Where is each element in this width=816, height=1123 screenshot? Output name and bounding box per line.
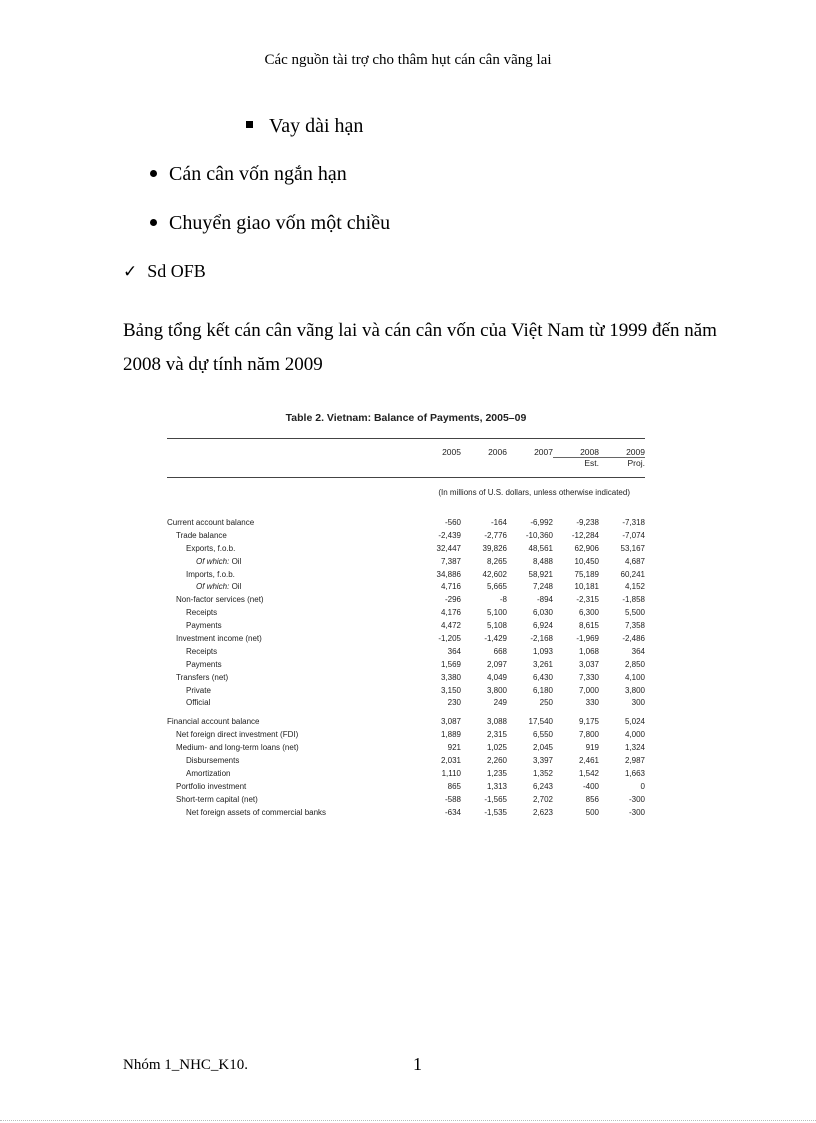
bullet-item-short-term-capital: [150, 162, 347, 186]
cell-2009: 2,987: [624, 756, 645, 766]
cell-2005: 1,110: [441, 768, 461, 778]
table-row: [167, 633, 645, 646]
row-label-text: Transfers (net): [176, 672, 229, 682]
cell-2008: 500: [585, 807, 599, 817]
cell-2009: 364: [631, 646, 645, 656]
cell-2006: 3,088: [486, 717, 507, 727]
table-row: [167, 581, 645, 594]
cell-2006: 1,235: [486, 768, 507, 778]
table-top-rule: [167, 438, 645, 439]
row-label-text: Financial account balance: [167, 717, 260, 727]
cell-2005: 3,150: [440, 685, 461, 695]
row-label-text: Imports, f.o.b.: [186, 569, 235, 579]
cell-2007: -6,992: [530, 518, 553, 527]
cell-2005: 1,569: [440, 659, 461, 669]
row-label-text: Non-factor services (net): [176, 595, 264, 605]
cell-2007: 6,550: [532, 730, 553, 740]
cell-2009: 4,000: [624, 730, 645, 740]
checkmark-icon: ✓: [123, 262, 138, 282]
table-row: [167, 517, 645, 530]
bullet-item-transfers: [150, 211, 390, 235]
cell-2005: -296: [444, 595, 461, 605]
round-bullet-icon: [150, 170, 157, 177]
row-label-text: Net foreign direct investment (FDI): [176, 730, 299, 740]
page-header: Các nguồn tài trợ cho thâm hụt cán cân vãng lai: [264, 52, 552, 68]
row-label-text: Portfolio investment: [176, 781, 247, 791]
row-label: [167, 742, 415, 755]
year-col-2007: 2007: [534, 447, 553, 457]
row-label: [167, 768, 415, 781]
row-label-text: Net foreign assets of commercial banks: [186, 807, 327, 817]
cell-2005: 3,380: [440, 672, 461, 682]
cell-2005: 1,889: [440, 730, 461, 740]
year-col-2008: 2008 Est.: [553, 447, 599, 477]
cell-2009: 1,663: [624, 768, 645, 778]
row-label-text: Current account balance: [167, 518, 255, 527]
cell-2008: 62,906: [574, 543, 599, 553]
table-row: [167, 620, 645, 633]
cell-2005: -2,439: [438, 530, 461, 540]
cell-2006: -2,776: [484, 530, 507, 540]
balance-of-payments-table: [167, 412, 645, 819]
cell-2007: 3,261: [532, 659, 553, 669]
row-label: [167, 543, 415, 556]
cell-2006: 8,265: [486, 556, 507, 566]
row-label-text: Oil: [231, 582, 242, 592]
cell-2006: 42,602: [482, 569, 507, 579]
cell-2009: 60,241: [620, 569, 645, 579]
cell-2009: -1,858: [622, 595, 645, 605]
cell-2006: 249: [493, 698, 507, 708]
cell-2006: 2,097: [486, 659, 507, 669]
cell-2009: 7,358: [624, 621, 645, 631]
bullet-item-long-term-loans: [246, 114, 363, 138]
bullet-text: Cán cân vốn ngắn hạn: [169, 163, 347, 185]
row-label: [167, 729, 415, 742]
row-label-text: Receipts: [186, 646, 218, 656]
cell-2009: 0: [640, 781, 645, 791]
cell-2008: 6,300: [578, 608, 599, 618]
row-label: [167, 517, 415, 530]
cell-2006: 668: [493, 646, 507, 656]
cell-2007: 6,180: [532, 685, 553, 695]
cell-2007: 2,045: [532, 743, 553, 753]
row-label-text: Private: [186, 685, 211, 695]
row-label-prefix: Of which:: [196, 556, 230, 566]
row-label-text: Disbursements: [186, 756, 240, 766]
table-row: [167, 807, 645, 820]
table-row: [167, 729, 645, 742]
cell-2008: -1,969: [576, 634, 599, 644]
cell-2006: 5,108: [486, 621, 507, 631]
round-bullet-icon: [150, 219, 157, 226]
row-label: [167, 594, 415, 607]
cell-2008: 3,037: [578, 659, 599, 669]
cell-2005: -560: [444, 518, 461, 527]
row-label: [167, 781, 415, 794]
intro-paragraph: Bảng tổng kết cán cân vãng lai và cán cân vốn của Việt Nam từ 1999 đến năm 2008 và dự tính năm 2009: [123, 320, 717, 375]
row-label-text: Receipts: [186, 608, 218, 618]
table-row: [167, 742, 645, 755]
cell-2008: -9,238: [576, 518, 599, 527]
cell-2009: 4,687: [624, 556, 645, 566]
row-label: [167, 581, 415, 594]
cell-2008: 10,181: [574, 582, 599, 592]
bullet-item-ofb: [123, 259, 206, 284]
table-units-note: (In millions of U.S. dollars, unless otherwise indicated): [438, 488, 630, 497]
cell-2007: -894: [536, 595, 553, 605]
cell-2008: 9,175: [578, 717, 599, 727]
cell-2006: 3,800: [486, 685, 507, 695]
row-label: [167, 807, 415, 820]
cell-2008: 7,800: [578, 730, 599, 740]
row-label: [167, 794, 415, 807]
cell-2009: 4,152: [624, 582, 645, 592]
cell-2005: 2,031: [440, 756, 461, 766]
cell-2007: 8,488: [532, 556, 553, 566]
table-row: [167, 543, 645, 556]
cell-2007: 2,702: [532, 794, 553, 804]
cell-2007: -2,168: [530, 634, 553, 644]
cell-2006: -164: [490, 518, 507, 527]
row-label-text: Short-term capital (net): [176, 794, 258, 804]
row-label-text: Payments: [186, 659, 222, 669]
cell-2006: 1,313: [486, 781, 507, 791]
table-row: [167, 556, 645, 569]
cell-2009: 53,167: [620, 543, 645, 553]
cell-2009: 4,100: [624, 672, 645, 682]
cell-2009: 3,800: [624, 685, 645, 695]
cell-2009: 300: [631, 698, 645, 708]
row-label: [167, 716, 415, 729]
row-label-text: Payments: [186, 621, 222, 631]
cell-2007: 6,243: [532, 781, 553, 791]
row-label: [167, 530, 415, 543]
cell-2005: 230: [447, 698, 461, 708]
table-row: [167, 697, 645, 710]
cell-2008: -2,315: [576, 595, 599, 605]
row-label: [167, 659, 415, 672]
cell-2007: 3,397: [532, 756, 553, 766]
year-col-2005: 2005: [442, 447, 461, 457]
cell-2005: 865: [447, 781, 461, 791]
row-label: [167, 620, 415, 633]
cell-2005: -588: [444, 794, 461, 804]
cell-2007: -10,360: [525, 530, 553, 540]
cell-2007: 1,352: [532, 768, 553, 778]
cell-2006: -1,429: [484, 634, 507, 644]
table-row: [167, 685, 645, 698]
cell-2006: 5,665: [486, 582, 507, 592]
cell-2006: -1,535: [484, 807, 507, 817]
cell-2008: 2,461: [578, 756, 599, 766]
table-body: [167, 517, 645, 819]
table-row: [167, 755, 645, 768]
cell-2005: 32,447: [436, 543, 461, 553]
table-row: [167, 530, 645, 543]
cell-2005: 4,472: [440, 621, 461, 631]
table-row: [167, 768, 645, 781]
cell-2008: 7,330: [578, 672, 599, 682]
table-row: [167, 659, 645, 672]
cell-2007: 2,623: [532, 807, 553, 817]
page-bottom-edge: [0, 1120, 816, 1121]
cell-2005: -634: [444, 807, 461, 817]
cell-2007: 1,093: [532, 646, 553, 656]
cell-2008: 856: [585, 794, 599, 804]
cell-2008: 1,068: [578, 646, 599, 656]
table-title: Table 2. Vietnam: Balance of Payments, 2005–09: [285, 412, 527, 424]
cell-2006: 2,260: [486, 756, 507, 766]
row-label: [167, 697, 415, 710]
row-label-text: Medium- and long-term loans (net): [176, 743, 299, 753]
table-row: [167, 646, 645, 659]
footer-group-name: Nhóm 1_NHC_K10.: [123, 1057, 249, 1073]
cell-2005: 364: [447, 646, 461, 656]
row-label-prefix: Of which:: [196, 582, 230, 592]
row-label: [167, 556, 415, 569]
cell-2005: 7,387: [440, 556, 461, 566]
cell-2008: -400: [582, 781, 599, 791]
cell-2008: -12,284: [571, 530, 599, 540]
table-row: [167, 716, 645, 729]
square-bullet-icon: [246, 121, 253, 128]
year-col-2006: 2006: [488, 447, 507, 457]
table-row: [167, 607, 645, 620]
cell-2009: 5,500: [624, 608, 645, 618]
cell-2006: 39,826: [482, 543, 507, 553]
cell-2008: 8,615: [578, 621, 599, 631]
row-label-text: Exports, f.o.b.: [186, 543, 236, 553]
cell-2006: 5,100: [486, 608, 507, 618]
cell-2006: -1,565: [484, 794, 507, 804]
row-label-text: Trade balance: [176, 530, 227, 540]
cell-2007: 7,248: [532, 582, 553, 592]
cell-2009: -2,486: [622, 634, 645, 644]
row-label: [167, 633, 415, 646]
table-row: [167, 672, 645, 685]
table-row: [167, 569, 645, 582]
cell-2007: 58,921: [528, 569, 553, 579]
year-col-2009: 2009 Proj.: [599, 447, 645, 477]
cell-2007: 6,030: [532, 608, 553, 618]
cell-2005: 3,087: [440, 717, 461, 727]
cell-2007: 250: [539, 698, 553, 708]
bullet-text: Sd OFB: [147, 261, 206, 281]
row-label-text: Amortization: [186, 768, 231, 778]
cell-2009: -7,318: [622, 518, 645, 527]
page-number: 1: [413, 1054, 422, 1074]
table-header-row: [167, 447, 645, 477]
cell-2008: 7,000: [578, 685, 599, 695]
row-label: [167, 672, 415, 685]
row-label-text: Oil: [231, 556, 242, 566]
cell-2008: 75,189: [574, 569, 599, 579]
cell-2008: 330: [585, 698, 599, 708]
row-label: [167, 685, 415, 698]
cell-2009: 2,850: [624, 659, 645, 669]
cell-2008: 1,542: [578, 768, 599, 778]
table-row: [167, 794, 645, 807]
cell-2005: 921: [447, 743, 461, 753]
row-label: [167, 755, 415, 768]
cell-2008: 10,450: [574, 556, 599, 566]
cell-2005: -1,205: [438, 634, 461, 644]
cell-2009: -300: [628, 807, 645, 817]
row-label: [167, 569, 415, 582]
row-label-text: Investment income (net): [176, 634, 262, 644]
cell-2009: 1,324: [624, 743, 645, 753]
table-row: [167, 781, 645, 794]
cell-2007: 48,561: [528, 543, 553, 553]
cell-2007: 17,540: [528, 717, 553, 727]
table-row: [167, 594, 645, 607]
bullet-text: Vay dài hạn: [269, 115, 364, 137]
cell-2005: 4,176: [440, 608, 461, 618]
cell-2007: 6,924: [532, 621, 553, 631]
cell-2008: 919: [585, 743, 599, 753]
cell-2009: -7,074: [622, 530, 645, 540]
cell-2006: 2,315: [486, 730, 507, 740]
cell-2009: 5,024: [624, 717, 645, 727]
cell-2006: 4,049: [486, 672, 507, 682]
cell-2005: 4,716: [440, 582, 461, 592]
cell-2005: 34,886: [436, 569, 461, 579]
cell-2009: -300: [628, 794, 645, 804]
bullet-text: Chuyển giao vốn một chiều: [169, 212, 391, 234]
cell-2006: -8: [499, 595, 507, 605]
row-label: [167, 646, 415, 659]
cell-2007: 6,430: [532, 672, 553, 682]
cell-2006: 1,025: [486, 743, 507, 753]
row-label-text: Official: [186, 698, 211, 708]
row-label: [167, 607, 415, 620]
